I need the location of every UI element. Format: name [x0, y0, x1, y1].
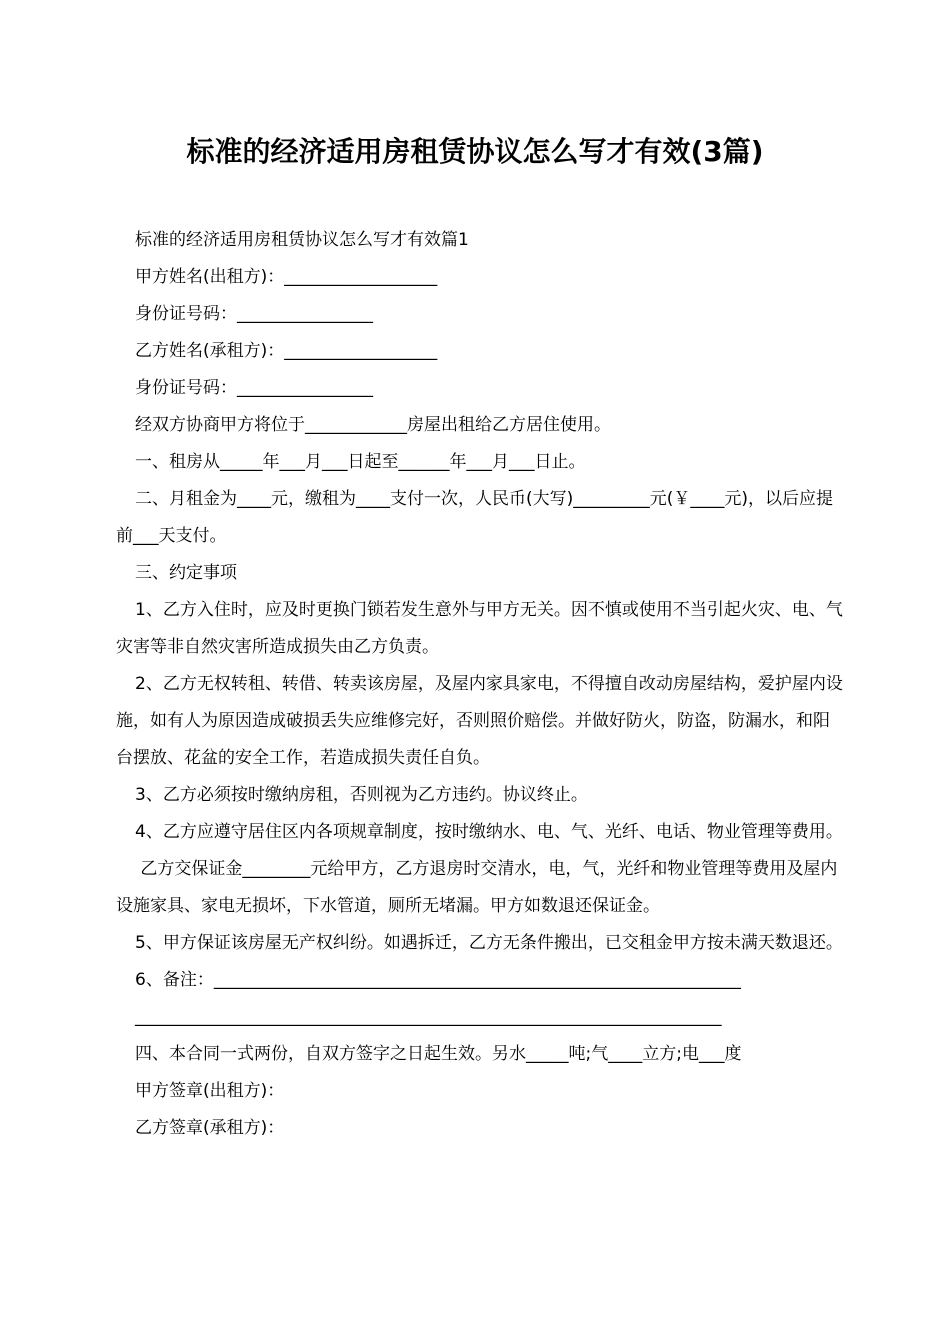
party-a-name-line: 甲方姓名(出租方)：__________________: [135, 267, 438, 287]
contract-copies-paragraph: 四、本合同一式两份，自双方签字之日起生效。另水_____吨;气____立方;电___度: [135, 1044, 742, 1064]
term-1-paragraph: 1、乙方入住时，应及时更换门锁若发生意外与甲方无关。因不慎或使用不当引起火灾、电、气灾害等非自然灾害所造成损失由乙方负责。: [116, 600, 843, 657]
rent-paragraph: 二、月租金为____元，缴租为____支付一次，人民币(大写)_________元(￥____元)，以后应提前___天支付。: [116, 489, 834, 546]
section-heading: 标准的经济适用房租赁协议怎么写才有效篇1: [135, 230, 469, 250]
party-a-id-line: 身份证号码：________________: [135, 304, 373, 324]
document-body: [116, 222, 846, 1147]
terms-heading: 三、约定事项: [135, 563, 237, 583]
remarks-line: 6、备注：______________________________________________________________: [135, 970, 741, 990]
party-b-signature-line: 乙方签章(承租方)：: [135, 1118, 285, 1138]
term-2-paragraph: 2、乙方无权转租、转借、转卖该房屋，及屋内家具家电，不得擅自改动房屋结构，爱护屋内设施，如有人为原因造成破损丢失应维修完好，否则照价赔偿。并做好防火，防盗，防漏水，和阳台摆放、花盆的安全工作，若造成损失责任自负。: [116, 674, 843, 768]
party-a-signature-line: 甲方签章(出租方)：: [135, 1081, 285, 1101]
remarks-blank-line: _____________________________________________________________________: [135, 1007, 722, 1027]
term-3-paragraph: 3、乙方必须按时缴纳房租，否则视为乙方违约。协议终止。: [135, 785, 588, 805]
term-4-paragraph: 4、乙方应遵守居住区内各项规章制度，按时缴纳水、电、气、光纤、电话、物业管理等费用。: [135, 822, 843, 842]
lease-term-paragraph: 一、租房从_____年___月___日起至______年___月___日止。: [135, 452, 586, 472]
party-b-name-line: 乙方姓名(承租方)：__________________: [135, 341, 438, 361]
property-location-paragraph: 经双方协商甲方将位于____________房屋出租给乙方居住使用。: [135, 415, 611, 435]
term-5-paragraph: 5、甲方保证该房屋无产权纠纷。如遇拆迁，乙方无条件搬出，已交租金甲方按未满天数退还。: [135, 933, 843, 953]
party-b-id-line: 身份证号码：________________: [135, 378, 373, 398]
document-title: 标准的经济适用房租赁协议怎么写才有效(3篇): [186, 135, 764, 168]
deposit-paragraph: 乙方交保证金________元给甲方，乙方退房时交清水，电，气，光纤和物业管理等费用及屋内设施家具、家电无损坏，下水管道，厕所无堵漏。甲方如数退还保证金。: [116, 859, 838, 916]
